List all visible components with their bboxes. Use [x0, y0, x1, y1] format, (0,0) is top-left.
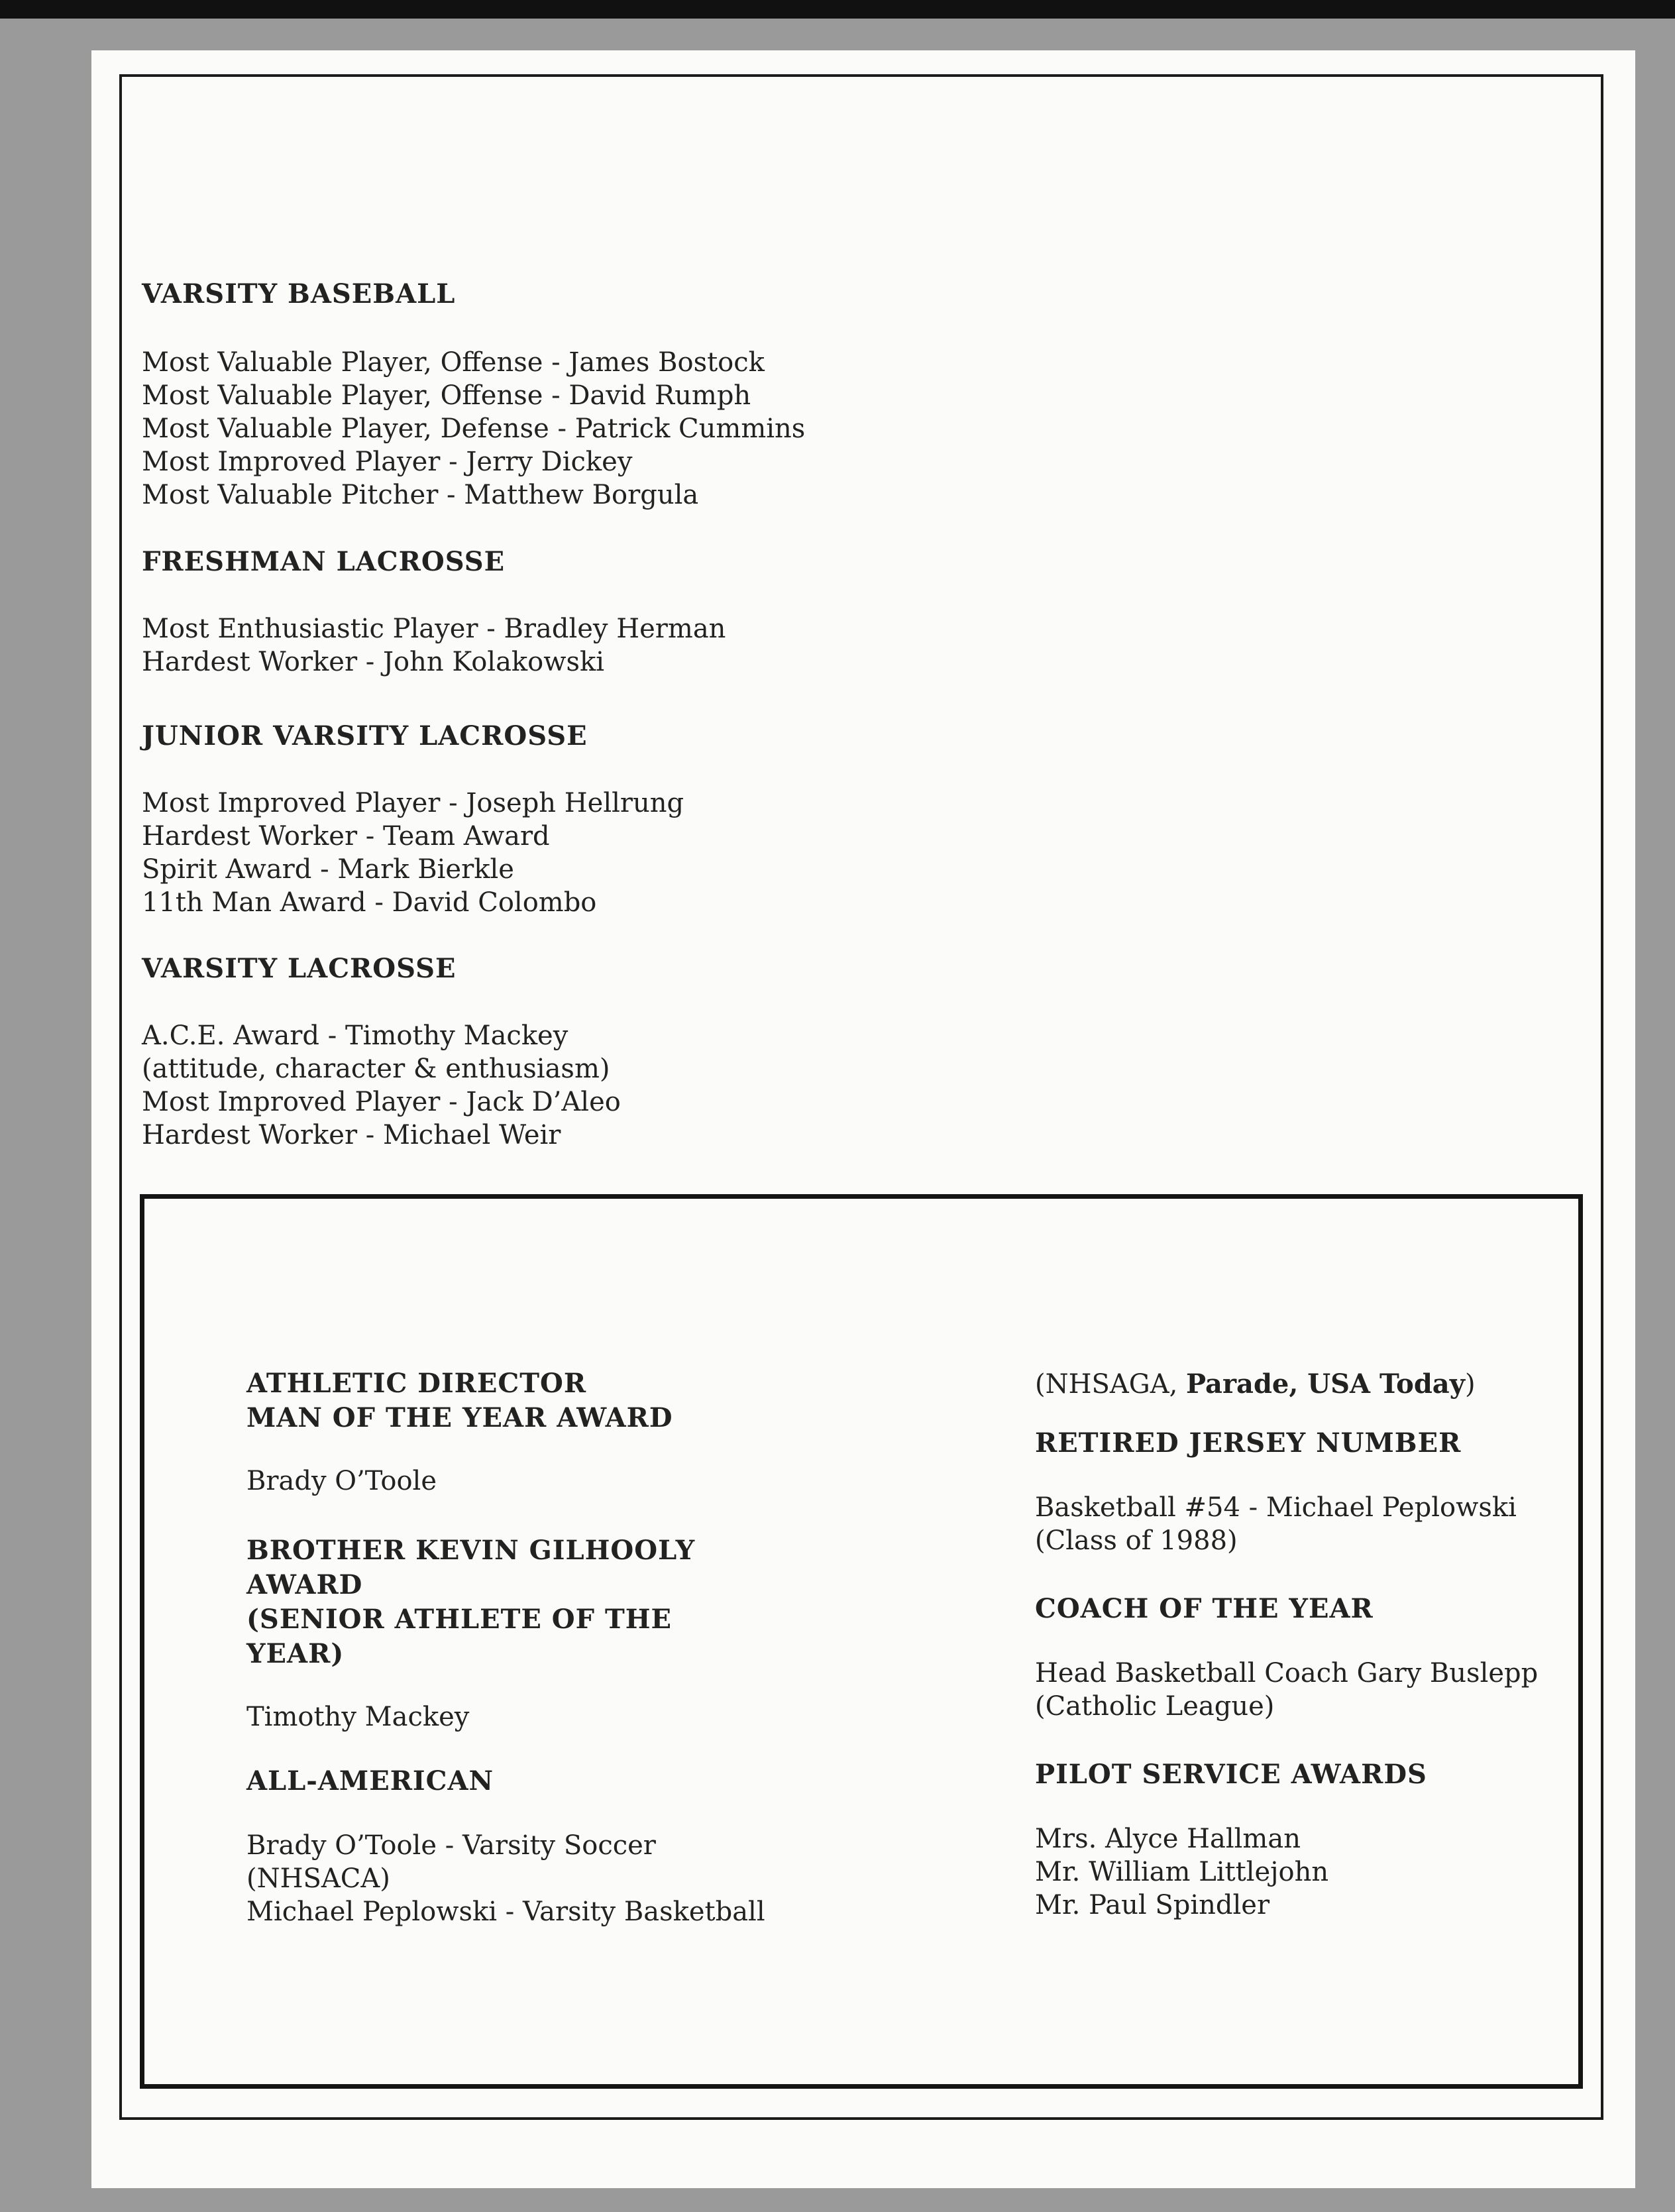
award-line: [1035, 1368, 1476, 1401]
award-line: (attitude, character & enthusiasm): [142, 1054, 610, 1084]
award-line: (Class of 1988): [1035, 1525, 1238, 1556]
scan-top-edge: [0, 0, 1675, 19]
award-line: Spirit Award - Mark Bierkle: [142, 854, 514, 885]
section-heading: MAN OF THE YEAR AWARD: [246, 1402, 673, 1433]
section-heading: PILOT SERVICE AWARDS: [1035, 1759, 1427, 1790]
section-heading: COACH OF THE YEAR: [1035, 1593, 1374, 1624]
recipient-line: Timothy Mackey: [246, 1702, 470, 1732]
all-american-section: [246, 1764, 765, 1928]
retired-jersey-section: [1035, 1426, 1517, 1557]
award-line: Mr. William Littlejohn: [1035, 1857, 1329, 1887]
award-line: Most Improved Player - Joseph Hellrung: [142, 788, 684, 818]
award-line: Michael Peplowski - Varsity Basketball: [246, 1897, 765, 1927]
jv-lacrosse-section: [142, 719, 684, 919]
award-line: 11th Man Award - David Colombo: [142, 887, 597, 918]
section-heading: AWARD: [246, 1569, 363, 1600]
section-heading: BROTHER KEVIN GILHOOLY: [246, 1535, 696, 1566]
award-line: Most Improved Player - Jack D’Aleo: [142, 1087, 621, 1117]
award-line: Hardest Worker - John Kolakowski: [142, 647, 605, 677]
varsity-lacrosse-section: [142, 952, 621, 1152]
recipient-line: Brady O’Toole: [246, 1466, 437, 1496]
award-line: Head Basketball Coach Gary Buslepp: [1035, 1658, 1539, 1688]
award-line: Hardest Worker - Michael Weir: [142, 1120, 561, 1150]
all-american-continued: [1035, 1368, 1476, 1401]
athletic-director-section: [246, 1366, 673, 1498]
section-heading: RETIRED JERSEY NUMBER: [1035, 1427, 1462, 1459]
coach-of-year-section: [1035, 1592, 1538, 1723]
award-line: Hardest Worker - Team Award: [142, 821, 550, 852]
section-heading: YEAR): [246, 1638, 345, 1669]
award-line: Most Valuable Player, Defense - Patrick Cummins: [142, 414, 806, 444]
section-heading: FRESHMAN LACROSSE: [142, 546, 506, 577]
section-heading: (SENIOR ATHLETE OF THE: [246, 1604, 672, 1635]
award-line: Mr. Paul Spindler: [1035, 1890, 1270, 1920]
continued-text: (NHSAGA,: [1035, 1369, 1187, 1400]
award-line: Basketball #54 - Michael Peplowski: [1035, 1492, 1517, 1523]
pilot-service-section: [1035, 1757, 1427, 1922]
award-line: Most Valuable Player, Offense - James Bostock: [142, 347, 765, 378]
varsity-baseball-section: [142, 277, 805, 512]
award-line: (NHSACA): [246, 1863, 390, 1894]
section-heading: VARSITY LACROSSE: [142, 953, 457, 984]
section-heading: ATHLETIC DIRECTOR: [246, 1368, 587, 1399]
section-heading: ALL-AMERICAN: [246, 1765, 494, 1797]
award-line: Brady O’Toole - Varsity Soccer: [246, 1830, 656, 1861]
freshman-lacrosse-section: [142, 545, 726, 679]
award-line: Most Valuable Player, Offense - David Rumph: [142, 380, 751, 411]
continued-text: ): [1464, 1369, 1476, 1400]
section-heading: VARSITY BASEBALL: [142, 278, 456, 309]
award-line: Most Improved Player - Jerry Dickey: [142, 447, 633, 477]
award-line: Most Enthusiastic Player - Bradley Herman: [142, 614, 726, 644]
publication-names: Parade, USA Today: [1186, 1368, 1465, 1400]
award-line: Mrs. Alyce Hallman: [1035, 1824, 1301, 1854]
award-line: Most Valuable Pitcher - Matthew Borgula: [142, 480, 699, 510]
gilhooly-award-section: [246, 1533, 695, 1734]
award-line: A.C.E. Award - Timothy Mackey: [142, 1021, 568, 1051]
section-heading: JUNIOR VARSITY LACROSSE: [142, 720, 588, 751]
award-line: (Catholic League): [1035, 1691, 1275, 1722]
